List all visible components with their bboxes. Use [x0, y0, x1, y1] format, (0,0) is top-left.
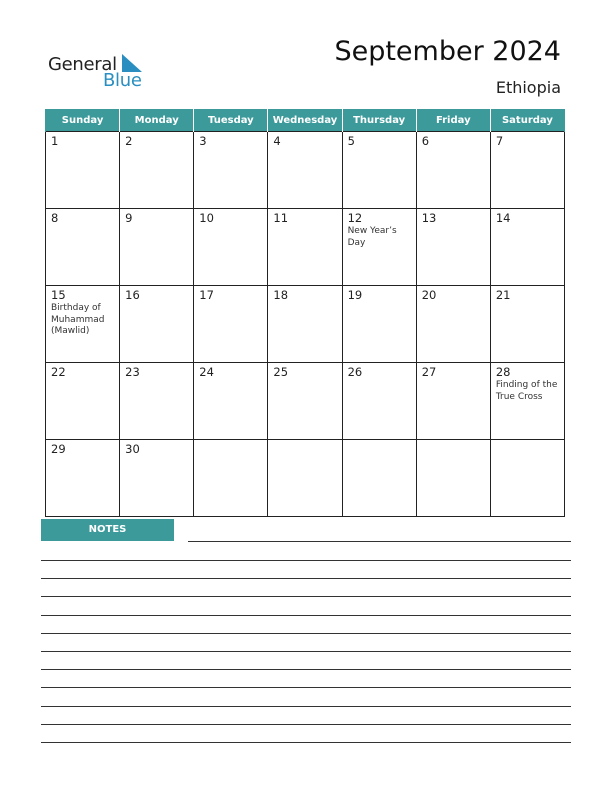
day-cell — [342, 209, 416, 286]
day-cell — [268, 286, 342, 363]
note-line — [41, 578, 571, 579]
note-line — [41, 669, 571, 670]
day-cell — [342, 286, 416, 363]
day-number: 28 — [495, 365, 511, 379]
day-cell — [416, 132, 490, 209]
day-cell — [342, 132, 416, 209]
day-number: 22 — [51, 365, 66, 379]
day-number: 27 — [421, 365, 437, 379]
day-cell — [194, 286, 268, 363]
day-number: 29 — [51, 442, 66, 456]
day-cell — [268, 209, 342, 286]
calendar-grid — [45, 109, 565, 517]
day-cell — [46, 440, 120, 517]
day-number: 1 — [51, 134, 59, 148]
day-number: 13 — [421, 211, 437, 225]
brand-logo — [48, 52, 158, 96]
day-number: 4 — [273, 134, 281, 148]
day-cell — [268, 363, 342, 440]
note-line — [41, 651, 571, 652]
note-line — [41, 742, 571, 743]
day-cell — [46, 286, 120, 363]
day-number: 16 — [125, 288, 140, 302]
weekday-header: Tuesday — [194, 109, 268, 132]
note-line — [188, 541, 571, 542]
day-cell — [490, 209, 564, 286]
day-cell — [416, 209, 490, 286]
page-title: September 2024 — [334, 36, 561, 67]
day-number: 23 — [125, 365, 140, 379]
day-cell — [342, 363, 416, 440]
weekday-header: Saturday — [490, 109, 564, 132]
note-line — [41, 596, 571, 597]
day-cell — [46, 132, 120, 209]
weekday-header: Wednesday — [268, 109, 342, 132]
day-number: 12 — [347, 211, 363, 225]
day-cell — [416, 286, 490, 363]
holiday-label: Birthday of Muhammad (Mawlid) — [51, 303, 105, 336]
day-cell — [194, 132, 268, 209]
note-line — [41, 687, 571, 688]
day-number: 5 — [347, 134, 355, 148]
day-cell — [490, 363, 564, 440]
day-number: 18 — [273, 288, 289, 302]
day-cell — [490, 286, 564, 363]
day-cell — [46, 209, 120, 286]
day-number: 7 — [495, 134, 504, 148]
weekday-header-row — [46, 109, 565, 132]
day-number: 10 — [199, 211, 214, 225]
day-number: 30 — [125, 442, 140, 456]
notes-label: NOTES — [41, 519, 174, 541]
holiday-label: New Year’s Day — [347, 226, 397, 248]
note-line — [41, 615, 571, 616]
day-number: 17 — [199, 288, 214, 302]
day-number: 21 — [495, 288, 511, 302]
calendar-week-row — [46, 363, 565, 440]
day-cell — [120, 132, 194, 209]
note-line — [41, 706, 571, 707]
day-cell — [194, 363, 268, 440]
day-number: 14 — [495, 211, 511, 225]
day-cell — [120, 286, 194, 363]
calendar-week-row — [46, 440, 565, 517]
day-cell — [490, 440, 564, 517]
note-line — [41, 724, 571, 725]
day-cell — [120, 209, 194, 286]
calendar-week-row — [46, 209, 565, 286]
day-cell — [268, 132, 342, 209]
day-number: 15 — [51, 288, 66, 302]
holiday-label: Finding of the True Cross — [495, 380, 558, 402]
day-cell — [194, 440, 268, 517]
day-cell — [46, 363, 120, 440]
day-number: 20 — [421, 288, 437, 302]
weekday-header: Thursday — [342, 109, 416, 132]
weekday-header: Friday — [416, 109, 490, 132]
day-number: 24 — [199, 365, 214, 379]
calendar-week-row — [46, 132, 565, 209]
day-cell — [194, 209, 268, 286]
day-number: 26 — [347, 365, 363, 379]
weekday-header: Monday — [120, 109, 194, 132]
calendar-week-row — [46, 286, 565, 363]
day-cell — [490, 132, 564, 209]
day-cell — [120, 440, 194, 517]
brand-blue-text: Blue — [103, 70, 142, 91]
country-name: Ethiopia — [495, 78, 561, 97]
note-line — [41, 633, 571, 634]
brand-general-text: General — [48, 54, 117, 75]
day-number: 8 — [51, 211, 59, 225]
day-cell — [268, 440, 342, 517]
day-number: 11 — [273, 211, 289, 225]
day-cell — [416, 440, 490, 517]
day-number: 19 — [347, 288, 363, 302]
day-cell — [416, 363, 490, 440]
day-number: 2 — [125, 134, 133, 148]
day-number: 3 — [199, 134, 207, 148]
day-cell — [120, 363, 194, 440]
day-number: 6 — [421, 134, 430, 148]
note-line — [41, 560, 571, 561]
day-cell — [342, 440, 416, 517]
day-number: 9 — [125, 211, 133, 225]
weekday-header: Sunday — [46, 109, 120, 132]
day-number: 25 — [273, 365, 289, 379]
